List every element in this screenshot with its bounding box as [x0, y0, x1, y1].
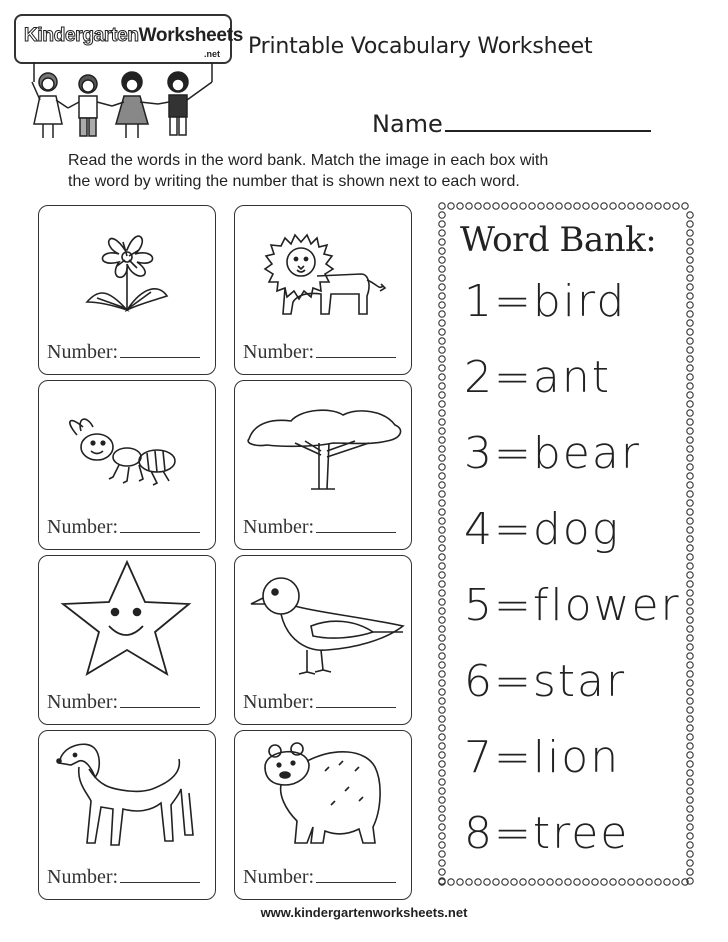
instructions: [68, 150, 668, 192]
logo-worksheets: Worksheets: [138, 25, 243, 46]
card-answer-blank[interactable]: [120, 519, 200, 533]
word-bank: [436, 200, 696, 888]
star-picture: [39, 556, 217, 686]
name-blank-line[interactable]: [445, 110, 651, 132]
card-number-label: Number:: [47, 866, 200, 889]
card-answer-blank[interactable]: [316, 694, 396, 708]
card-answer-blank[interactable]: [316, 519, 396, 533]
name-label: Name: [372, 110, 443, 138]
card-number-label: Number:: [243, 691, 396, 714]
card-answer-blank[interactable]: [120, 694, 200, 708]
site-logo: [14, 14, 243, 134]
word-bank-item: 7=lion: [464, 732, 621, 783]
word-bank-item: 6=star: [464, 656, 627, 707]
card-number-label: Number:: [243, 866, 396, 889]
lion-picture: [235, 206, 413, 336]
word-bank-title: Word Bank:: [460, 220, 657, 260]
card-answer-blank[interactable]: [120, 869, 200, 883]
logo-kindergarten: Kindergarten: [24, 25, 139, 46]
instructions-line-1: Read the words in the word bank. Match the image in each box with: [68, 152, 549, 169]
footer-url: www.kindergartenworksheets.net: [260, 905, 468, 920]
word-bank-item: 3=bear: [464, 428, 641, 479]
logo-text: [24, 25, 243, 47]
card-number-label: Number:: [243, 516, 396, 539]
picture-card-dog: [38, 730, 216, 900]
card-number-label: Number:: [47, 691, 200, 714]
word-bank-item: 5=flower: [464, 580, 681, 631]
bird-picture: [235, 556, 413, 686]
picture-card-bear: [234, 730, 412, 900]
card-number-label: Number:: [47, 341, 200, 364]
card-number-label: Number:: [243, 341, 396, 364]
picture-card-ant: [38, 380, 216, 550]
instructions-line-2: the word by writing the number that is shown next to each word.: [68, 173, 520, 190]
tree-picture: [235, 381, 413, 511]
picture-card-flower: [38, 205, 216, 375]
flower-picture: [39, 206, 217, 336]
name-field-row: [372, 110, 651, 138]
logo-badge: [14, 14, 243, 64]
word-bank-item: 2=ant: [464, 352, 611, 403]
word-bank-item: 4=dog: [464, 504, 621, 555]
card-answer-blank[interactable]: [316, 869, 396, 883]
ant-picture: [39, 381, 217, 511]
page-title: Printable Vocabulary Worksheet: [248, 34, 593, 59]
bear-picture: [235, 731, 413, 861]
picture-card-lion: [234, 205, 412, 375]
card-answer-blank[interactable]: [120, 344, 200, 358]
picture-card-star: [38, 555, 216, 725]
word-bank-item: 8=tree: [464, 808, 630, 859]
dog-picture: [39, 731, 217, 861]
picture-card-tree: [234, 380, 412, 550]
logo-net: .net: [203, 49, 220, 59]
word-bank-item: 1=bird: [464, 276, 627, 327]
card-number-label: Number:: [47, 516, 200, 539]
children-holding-sign-illustration: [20, 62, 226, 140]
picture-card-bird: [234, 555, 412, 725]
card-answer-blank[interactable]: [316, 344, 396, 358]
